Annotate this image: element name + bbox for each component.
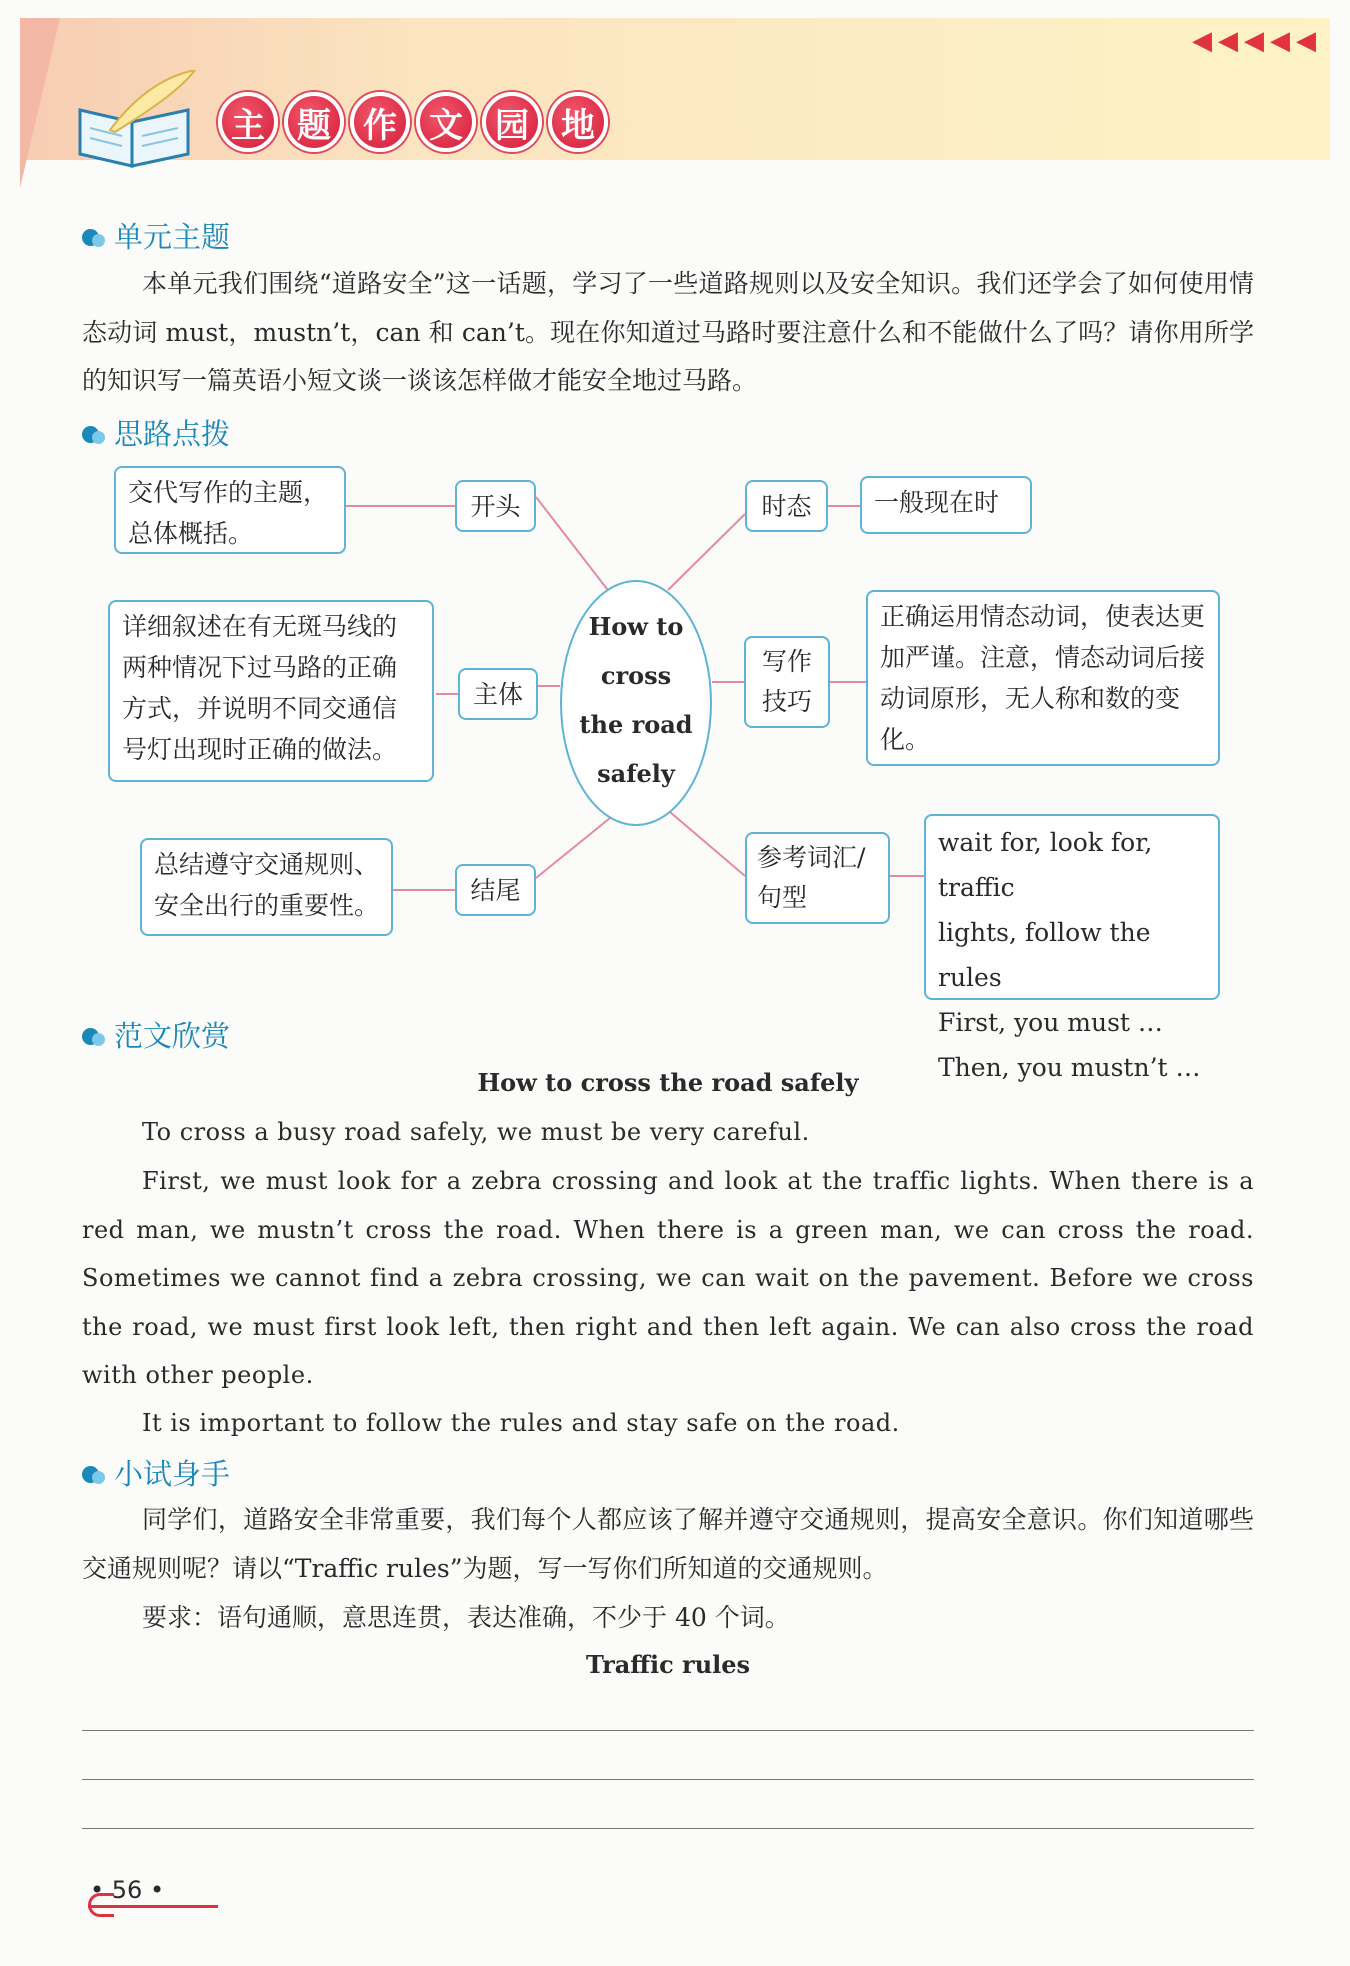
- mind-map-detail-vocabulary: [924, 814, 1220, 1082]
- unit-theme-text: 本单元我们围绕“道路安全”这一话题，学习了一些道路规则以及安全知识。我们还学会了如何使用情态动词 must，mustn’t，can 和 can’t。现在你知道过马路时要注意什么和不能做什么了吗？请你用所学的知识写一篇英语小短文谈一谈该怎样做才能安全地过马路。: [82, 269, 1254, 395]
- arrows-decoration: ◀◀◀◀◀: [1192, 26, 1322, 56]
- center-line: safely: [597, 759, 675, 788]
- vocab-line: wait for, look for, traffic: [938, 828, 1153, 902]
- center-line: the road: [579, 710, 693, 739]
- title-char: 题: [284, 92, 344, 152]
- bullet-dot-icon: [82, 1024, 108, 1046]
- vocab-line: lights, follow the rules: [938, 918, 1151, 992]
- page-number: • 56 •: [90, 1876, 165, 1904]
- mind-map-node-writing-skills: 写作技巧: [744, 636, 830, 728]
- vocab-line: Then, you mustn’t …: [938, 1053, 1201, 1082]
- section-heading-label: 单元主题: [114, 220, 231, 254]
- page-number-underline: [88, 1905, 218, 1908]
- mind-map-detail-opening: 交代写作的主题，总体概括。: [114, 466, 346, 554]
- center-line: cross: [600, 661, 672, 690]
- section-heading-label: 小试身手: [114, 1457, 231, 1491]
- section-heading-label: 思路点拨: [114, 417, 231, 451]
- sample-essay-paragraph: To cross a busy road safely, we must be very careful.: [142, 1118, 810, 1146]
- answer-line[interactable]: [82, 1779, 1254, 1780]
- center-line: How to: [588, 612, 684, 641]
- section-heading-practice: [82, 1452, 230, 1493]
- section-heading-sample-essay: [82, 1014, 230, 1055]
- sample-essay-paragraph: First, we must look for a zebra crossing and look at the traffic lights. When there is a red man, we mustn’t cross the road. When there is a green man, we can cross the road. Sometimes we cannot find a zebra crossing, we can wait on the pavement. Before we cross the road, we must first look left, then right and then left again. We can also cross the road with other people.: [82, 1167, 1254, 1389]
- mind-map-node-body: 主体: [458, 668, 538, 720]
- answer-line[interactable]: [82, 1730, 1254, 1731]
- title-char: 地: [548, 92, 608, 152]
- bullet-dot-icon: [82, 1462, 108, 1484]
- mind-map-node-opening: 开头: [455, 480, 536, 532]
- title-char: 主: [218, 92, 278, 152]
- mind-map-detail-ending: 总结遵守交通规则、安全出行的重要性。: [140, 838, 393, 936]
- title-char: 文: [416, 92, 476, 152]
- mind-map-detail-body: 详细叙述在有无斑马线的两种情况下过马路的正确方式，并说明不同交通信号灯出现时正确的做法。: [108, 600, 434, 782]
- section-heading-label: 范文欣赏: [114, 1019, 231, 1053]
- practice-title: Traffic rules: [585, 1650, 751, 1679]
- mind-map-node-vocabulary: 参考词汇/句型: [745, 832, 890, 924]
- title-char: 园: [482, 92, 542, 152]
- practice-requirements: 要求：语句通顺，意思连贯，表达准确，不少于 40 个词。: [142, 1603, 790, 1632]
- answer-line[interactable]: [82, 1828, 1254, 1829]
- mind-map-node-tense: 时态: [745, 480, 828, 532]
- vocab-line: First, you must …: [938, 1008, 1163, 1037]
- mind-map-node-ending: 结尾: [455, 864, 536, 916]
- mind-map-center: [560, 580, 712, 826]
- sample-essay-paragraph: It is important to follow the rules and stay safe on the road.: [142, 1409, 900, 1437]
- mind-map-detail-tense: 一般现在时: [860, 476, 1032, 534]
- practice-instructions: 同学们，道路安全非常重要，我们每个人都应该了解并遵守交通规则，提高安全意识。你们知道哪些交通规则呢？请以“Traffic rules”为题，写一写你们所知道的交通规则。: [82, 1505, 1254, 1583]
- mind-map-detail-writing-skills: 正确运用情态动词，使表达更加严谨。注意，情态动词后接动词原形，无人称和数的变化。: [866, 590, 1220, 766]
- sample-essay-title: How to cross the road safely: [477, 1068, 859, 1097]
- title-char: 作: [350, 92, 410, 152]
